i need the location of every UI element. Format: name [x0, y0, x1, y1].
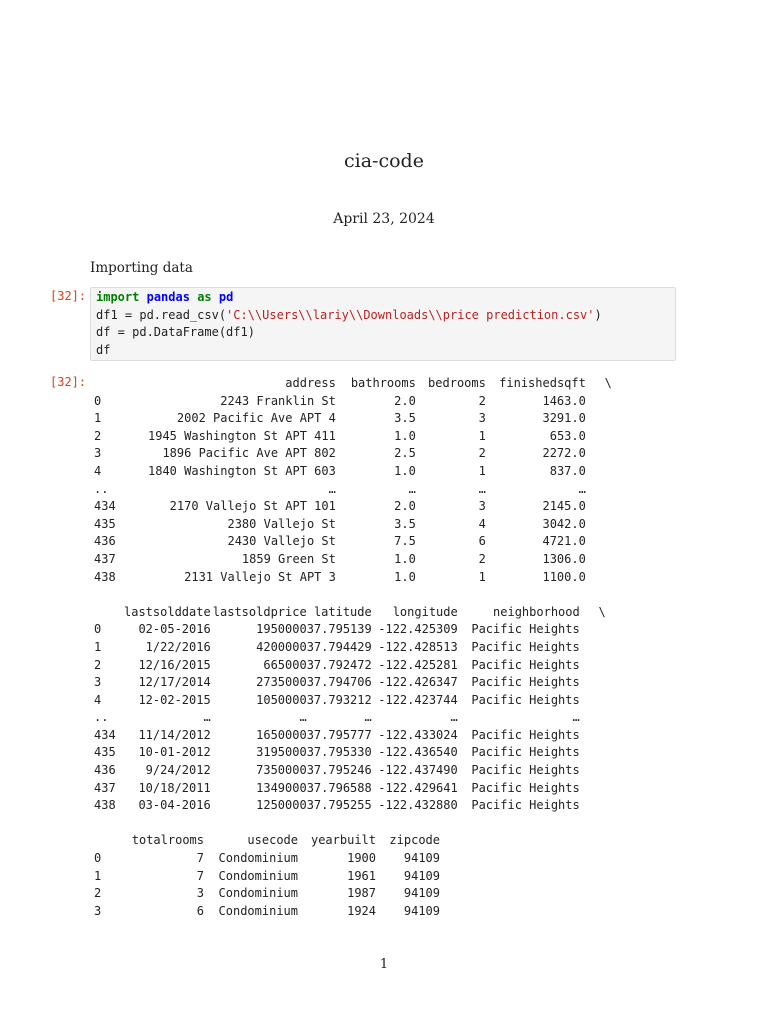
table-row [94, 621, 606, 639]
table-row [94, 797, 606, 815]
table-row [94, 551, 612, 569]
table-cell: -122.436540 [378, 745, 458, 760]
table-cell: 1950000 [256, 622, 307, 637]
table-cell: 2380 Vallejo St [227, 516, 336, 531]
table-cell: -122.423744 [378, 692, 458, 707]
table-row [94, 657, 606, 675]
column-header: \ [598, 604, 606, 619]
table-cell: -122.429641 [378, 780, 458, 795]
code-line-3: df = pd.DataFrame(df1) [96, 325, 255, 340]
row-index: 3 [94, 903, 102, 918]
table-cell: Pacific Heights [471, 798, 580, 813]
table-cell: 1100.0 [542, 569, 586, 584]
row-index: 1 [94, 411, 102, 426]
code-line-1 [96, 289, 675, 307]
column-header: neighborhood [493, 604, 580, 619]
row-index: 434 [94, 499, 116, 514]
table-cell: Pacific Heights [471, 727, 580, 742]
table-cell: Pacific Heights [471, 622, 580, 637]
column-header: finishedsqft [499, 376, 586, 390]
table-cell: 3.5 [394, 411, 416, 426]
table-cell: 2 [478, 551, 486, 566]
module-name: pandas [146, 290, 190, 304]
column-header: totalrooms [131, 833, 204, 848]
table-cell: 37.795777 [306, 727, 372, 742]
table-cell: 10/18/2011 [138, 780, 211, 795]
table-row [94, 516, 612, 534]
table-cell: Pacific Heights [471, 745, 580, 760]
table-row [94, 780, 606, 798]
table-cell: 37.795246 [306, 763, 372, 778]
table-cell: 1.0 [394, 551, 416, 566]
table-cell: 4 [478, 516, 486, 531]
table-cell: 1896 Pacific Ave APT 802 [162, 446, 336, 461]
index-header [94, 604, 124, 622]
table-cell: 1250000 [256, 798, 307, 813]
table-row [94, 674, 606, 692]
row-index: 435 [94, 516, 116, 531]
table-cell: 37.795330 [306, 745, 372, 760]
table-cell: 94109 [403, 903, 440, 918]
table-row [94, 692, 606, 710]
table-row [94, 744, 606, 762]
keyword-as: as [197, 290, 212, 304]
table-cell: -122.425309 [378, 622, 458, 637]
table-cell: 3 [478, 499, 486, 514]
column-header: yearbuilt [310, 833, 376, 848]
row-index: .. [94, 481, 109, 496]
table-cell: 7350000 [256, 763, 307, 778]
row-index: 4 [94, 692, 102, 707]
table-header-row [94, 832, 440, 850]
table-cell: -122.425281 [378, 657, 458, 672]
table-cell: 6 [478, 534, 486, 549]
table-cell: 1650000 [256, 727, 307, 742]
table-row [94, 410, 612, 428]
table-cell: 2002 Pacific Ave APT 4 [176, 411, 336, 426]
table-cell: 653.0 [549, 428, 586, 443]
table-cell: 1050000 [256, 692, 307, 707]
index-header [94, 832, 124, 850]
table-row [94, 709, 606, 727]
table-cell: 1987 [347, 886, 376, 901]
table-cell: 1924 [347, 903, 376, 918]
table-cell: 1859 Green St [241, 551, 336, 566]
row-index: 437 [94, 780, 116, 795]
table-cell: 1961 [347, 868, 376, 883]
input-prompt: [32]: [50, 289, 87, 303]
table-cell: … [299, 710, 307, 725]
table-cell: 3 [196, 886, 204, 901]
table-cell: 1945 Washington St APT 411 [148, 428, 336, 443]
table-row [94, 393, 612, 411]
table-cell: 94109 [403, 868, 440, 883]
table-cell: 2145.0 [542, 499, 586, 514]
table-row [94, 903, 440, 921]
page-number: 1 [379, 957, 389, 972]
table-header-row [94, 375, 612, 393]
table-cell: 2735000 [256, 675, 307, 690]
table-cell: 37.794429 [306, 639, 372, 654]
table-cell: 37.792472 [306, 657, 372, 672]
table-cell: Pacific Heights [471, 675, 580, 690]
row-index: 437 [94, 551, 116, 566]
row-index: 434 [94, 727, 116, 742]
row-index: 436 [94, 763, 116, 778]
table-cell: … [478, 481, 486, 496]
table-cell: Pacific Heights [471, 657, 580, 672]
table-cell: 7 [196, 851, 204, 866]
table-cell: 37.795139 [306, 622, 372, 637]
table-cell: 94109 [403, 886, 440, 901]
table-cell: Condominium [218, 868, 298, 883]
table-cell: 2.5 [394, 446, 416, 461]
table-cell: -122.428513 [378, 639, 458, 654]
table-cell: … [203, 710, 211, 725]
section-label: Importing data [90, 260, 193, 276]
table-cell: … [364, 710, 372, 725]
row-index: .. [94, 710, 109, 725]
table-cell: -122.437490 [378, 763, 458, 778]
row-index: 0 [94, 622, 102, 637]
column-header: longitude [392, 604, 458, 619]
table-cell: 1900 [347, 851, 376, 866]
table-cell: 3291.0 [542, 411, 586, 426]
table-cell: 12/16/2015 [138, 657, 211, 672]
table-cell: 2131 Vallejo St APT 3 [184, 569, 336, 584]
table-cell: 1.0 [394, 428, 416, 443]
row-index: 2 [94, 657, 102, 672]
table-cell: 2 [478, 446, 486, 461]
row-index: 438 [94, 569, 116, 584]
column-header: lastsoldprice [212, 604, 307, 619]
row-index: 1 [94, 639, 102, 654]
row-index: 1 [94, 868, 102, 883]
table-cell: 94109 [403, 851, 440, 866]
code-line-4: df [96, 342, 111, 357]
table-row [94, 481, 612, 499]
document-date: April 23, 2024 [333, 211, 435, 227]
table-cell: … [578, 481, 586, 496]
table-row [94, 639, 606, 657]
table-cell: 1306.0 [542, 551, 586, 566]
table-cell: 3042.0 [542, 516, 586, 531]
table-cell: 3.5 [394, 516, 416, 531]
row-index: 0 [94, 851, 102, 866]
table-cell: 665000 [263, 657, 307, 672]
table-cell: Condominium [218, 886, 298, 901]
column-header: address [285, 376, 336, 390]
row-index: 4 [94, 463, 102, 478]
table-cell: 1/22/2016 [145, 639, 211, 654]
table-cell: 2170 Vallejo St APT 101 [169, 499, 336, 514]
table-cell: 9/24/2012 [145, 763, 211, 778]
table-cell: 2430 Vallejo St [227, 534, 336, 549]
table-cell: 1349000 [256, 780, 307, 795]
column-header: latitude [313, 604, 372, 619]
table-row [94, 569, 612, 587]
table-cell: 4200000 [256, 639, 307, 654]
table-cell: 3 [478, 411, 486, 426]
table-cell: -122.426347 [378, 675, 458, 690]
table-cell: 7 [196, 868, 204, 883]
row-index: 3 [94, 446, 102, 461]
row-index: 0 [94, 393, 102, 408]
row-index: 438 [94, 798, 116, 813]
table-cell: 1 [478, 569, 486, 584]
table-cell: 2272.0 [542, 446, 586, 461]
table-cell: 6 [196, 903, 204, 918]
table-row [94, 850, 440, 868]
table-cell: 1.0 [394, 463, 416, 478]
column-header: zipcode [389, 833, 440, 848]
table-cell: 37.796588 [306, 780, 372, 795]
table-cell: … [408, 481, 416, 496]
table-cell: 2243 Franklin St [220, 393, 336, 408]
table-cell: Pacific Heights [471, 692, 580, 707]
code-cell[interactable] [90, 287, 676, 361]
table-row [94, 445, 612, 463]
index-header [94, 375, 148, 393]
table-cell: 4721.0 [542, 534, 586, 549]
table-cell: 37.793212 [306, 692, 372, 707]
table-cell: 1 [478, 463, 486, 478]
table-cell: Pacific Heights [471, 780, 580, 795]
table-row [94, 498, 612, 516]
column-header: lastsolddate [124, 604, 211, 619]
table-cell: 837.0 [549, 463, 586, 478]
dataframe-output [94, 375, 694, 938]
column-header: bedrooms [428, 376, 486, 390]
table-cell: 12/17/2014 [138, 675, 211, 690]
column-header: \ [604, 376, 612, 390]
row-index: 435 [94, 745, 116, 760]
table-cell: 1840 Washington St APT 603 [148, 463, 336, 478]
table-cell: 1 [478, 428, 486, 443]
column-header: usecode [247, 833, 298, 848]
table-cell: 7.5 [394, 534, 416, 549]
table-cell: 11/14/2012 [138, 727, 211, 742]
table-cell: 37.795255 [306, 798, 372, 813]
table-cell: … [572, 710, 580, 725]
table-cell: Pacific Heights [471, 639, 580, 654]
csv-path-string: 'C:\\Users\\lariy\\Downloads\\price prediction.csv' [226, 307, 595, 322]
table-row [94, 727, 606, 745]
table-row [94, 533, 612, 551]
row-index: 3 [94, 675, 102, 690]
table-cell: 10-01-2012 [138, 745, 211, 760]
column-header: bathrooms [350, 376, 416, 390]
table-cell: 37.794706 [306, 675, 372, 690]
table-cell: 2 [478, 393, 486, 408]
table-cell: -122.433024 [378, 727, 458, 742]
table-cell: 3195000 [256, 745, 307, 760]
table-row [94, 762, 606, 780]
table-row [94, 428, 612, 446]
keyword-import: import [96, 290, 140, 304]
code-line-2-prefix: df1 = pd.read_csv( [96, 307, 227, 322]
table-cell: … [450, 710, 458, 725]
table-row [94, 885, 440, 903]
table-cell: -122.432880 [378, 798, 458, 813]
table-header-row [94, 604, 606, 622]
table-cell: Condominium [218, 851, 298, 866]
table-cell: 2.0 [394, 499, 416, 514]
row-index: 436 [94, 534, 116, 549]
code-line-2 [96, 307, 675, 325]
row-index: 2 [94, 428, 102, 443]
row-index: 2 [94, 886, 102, 901]
code-line-2-suffix: ) [594, 307, 602, 322]
module-alias: pd [218, 290, 234, 304]
table-cell: 1463.0 [542, 393, 586, 408]
table-cell: Condominium [218, 903, 298, 918]
table-cell: 1.0 [394, 569, 416, 584]
table-cell: … [328, 481, 336, 496]
table-cell: 03-04-2016 [138, 798, 211, 813]
table-cell: 02-05-2016 [138, 622, 211, 637]
table-cell: 2.0 [394, 393, 416, 408]
output-prompt: [32]: [50, 375, 87, 389]
dataframe-table-2 [94, 604, 606, 815]
table-cell: Pacific Heights [471, 763, 580, 778]
table-row [94, 868, 440, 886]
table-cell: 12-02-2015 [138, 692, 211, 707]
dataframe-table-3 [94, 832, 440, 920]
dataframe-table-1 [94, 375, 612, 586]
table-row [94, 463, 612, 481]
document-title: cia-code [344, 150, 424, 172]
